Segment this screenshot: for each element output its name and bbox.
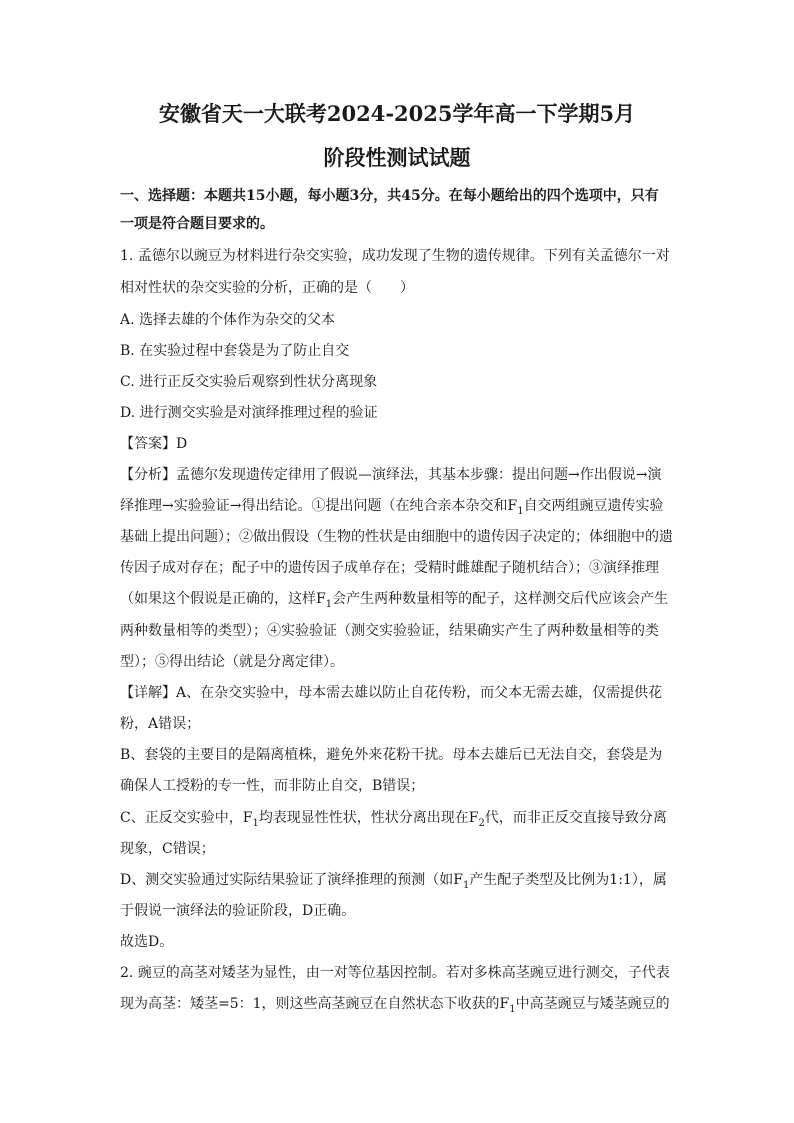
detail-text: 代，而非正反交直接导致分离: [484, 810, 667, 826]
analysis-text: （如果这个假说是正确的，这样F: [120, 591, 326, 607]
analysis-line6: 两种数量相等的类型）；④实验验证（测交实验验证，结果确实产生了两种数量相等的类: [120, 623, 659, 639]
subscript: 1: [462, 879, 470, 891]
subscript: 1: [252, 817, 259, 829]
detail-line2: 粉，A错误；: [120, 716, 201, 732]
question-2-text: 现为高茎：矮茎=5：1，则这些高茎豌豆在自然状态下收获的F: [120, 996, 510, 1012]
question-2-text: 中高茎豌豆与矮茎豌豆的: [515, 996, 670, 1012]
analysis-label: 【分析】: [120, 467, 176, 483]
detail-text: 产生配子类型及比例为1:1），属: [469, 872, 667, 888]
analysis-line3: 基础上提出问题）；②做出假设（生物的性状是由细胞中的遗传因子决定的；体细胞中的遗: [120, 529, 673, 545]
analysis-text: 孟德尔发现遗传定律用了假说—演绎法，其基本步骤：提出问题→作出假说→演: [176, 467, 662, 483]
detail-line8: 于假说一演绎法的验证阶段，D正确。: [120, 903, 356, 919]
detail-line7: [120, 870, 680, 890]
analysis-line2: [120, 496, 680, 516]
question-1-stem-line2: 相对性状的杂交实验的分析，正确的是（ ）: [120, 280, 414, 296]
question-2-stem-line2: [120, 994, 680, 1014]
analysis-text: 会产生两种数量相等的配子，这样测交后代应该会产生: [332, 591, 669, 607]
detail-text: 均表现显性性状，性状分离出现在F: [258, 810, 479, 826]
detail-line6: 现象，C错误；: [120, 841, 215, 857]
detail-line3: B、套袋的主要目的是隔离植株，避免外来花粉干扰。母本去雄后已无法自交，套袋是为: [120, 747, 663, 763]
analysis-line4: 传因子成对存在；配子中的遗传因子成单存在；受精时雌雄配子随机结合）；③演绎推理: [120, 560, 659, 576]
question-1-option-a: A. 选择去雄的个体作为杂交的父本: [120, 312, 336, 328]
analysis-text: 绎推理→实验验证→得出结论。①提出问题（在纯合亲本杂交和F: [120, 498, 518, 514]
detail-text: A、在杂交实验中，母本需去雄以防止自花传粉，而父本无需去雄，仅需提供花: [176, 685, 663, 701]
question-1-answer: 【答案】D: [120, 436, 188, 452]
question-1-option-b: B. 在实验过程中套袋是为了防止自交: [120, 343, 350, 359]
question-1-option-d: D. 进行测交实验是对演绎推理过程的验证: [120, 405, 378, 421]
question-1-option-c: C. 进行正反交实验后观察到性状分离现象: [120, 374, 378, 390]
question-1-conclusion: 故选D。: [120, 934, 174, 950]
subscript: 2: [478, 817, 485, 829]
section-heading-line1: 一、选择题：本题共15小题，每小题3分，共45分。在每小题给出的四个选项中，只有: [120, 188, 659, 204]
detail-text: D、测交实验通过实际结果验证了演绎推理的预测（如F: [120, 872, 463, 888]
analysis-line5: [120, 589, 680, 609]
detail-line5: [120, 808, 680, 828]
detail-line4: 确保人工授粉的专一性，而非防止自交，B错误；: [120, 778, 425, 794]
subscript: 1: [325, 598, 333, 610]
question-2-stem-line1: 2. 豌豆的高茎对矮茎为显性，由一对等位基因控制。若对多株高茎豌豆进行测交，子代表: [120, 965, 670, 981]
detail-text: C、正反交实验中，F: [120, 810, 253, 826]
question-1-stem-line1: 1. 孟德尔以豌豆为材料进行杂交实验，成功发现了生物的遗传规律。下列有关孟德尔一对: [120, 248, 670, 264]
document-subtitle: 阶段性测试试题: [323, 145, 471, 170]
detail-label: 【详解】: [120, 685, 176, 701]
subscript: 1: [509, 1003, 516, 1015]
analysis-line7: 型）；⑤得出结论（就是分离定律）。: [120, 654, 344, 670]
subscript: 1: [517, 505, 524, 517]
analysis-line1: [120, 465, 680, 485]
document-title: 安徽省天一大联考2024-2025学年高一下学期5月: [158, 101, 636, 126]
analysis-text: 自交两组豌豆遗传实验: [523, 498, 664, 514]
section-heading-line2: 一项是符合题目要求的。: [120, 216, 274, 232]
detail-line1: [120, 683, 680, 703]
